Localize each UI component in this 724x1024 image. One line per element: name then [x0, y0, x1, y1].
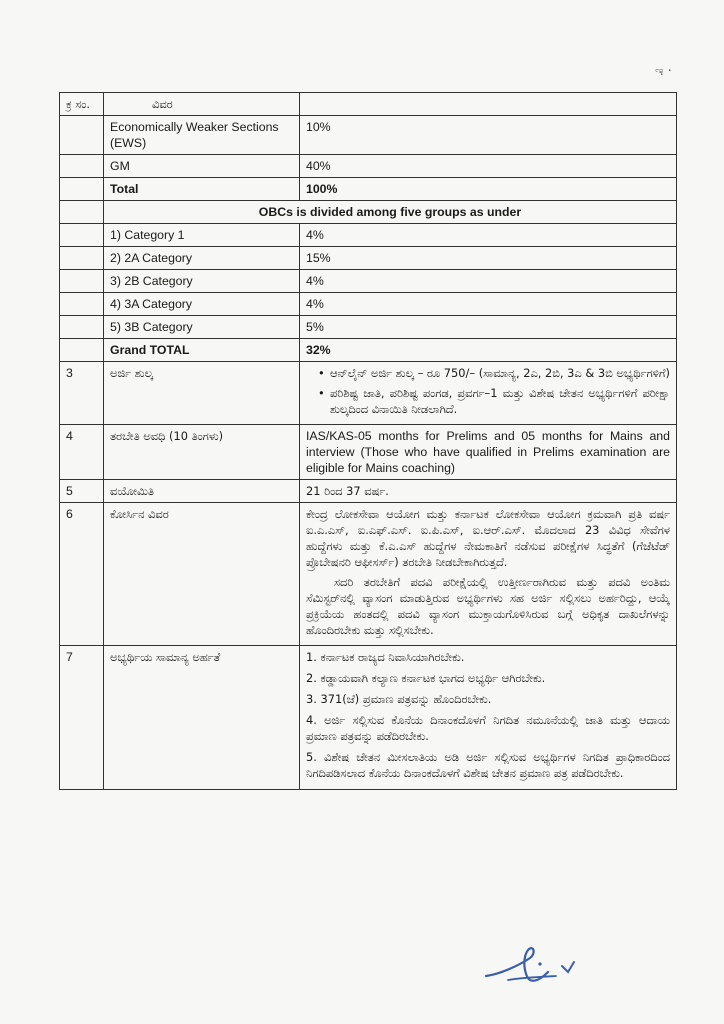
item-row-age — [60, 480, 677, 503]
list-item: 3. 371(ಜೆ) ಪ್ರಮಾಣ ಪತ್ರವನ್ನು ಹೊಂದಿರಬೇಕು. — [306, 692, 492, 706]
table-row — [60, 178, 677, 201]
list-item: • ಪರಿಶಿಷ್ಟ ಜಾತಿ, ಪರಿಶಿಷ್ಟ ಪಂಗಡ, ಪ್ರವರ್ಗ–1 ಮತ್ತು ವಿಶೇಷ ಚೇತನ ಅಭ್ಯರ್ಥಿಗಳಿಗೆ ಪರೀಕ್ಷಾ ಶುಲ್ಕದಿಂದ ವಿನಾಯಿತಿ ನೀಡಲಾಗಿದೆ. — [320, 385, 670, 417]
handwritten-signature-icon — [478, 936, 588, 988]
row-value: 32% — [300, 339, 677, 362]
item-label: ಅಭ್ಯರ್ಥಿಯ ಸಾಮಾನ್ಯ ಅರ್ಹತೆ — [104, 646, 300, 790]
list-item: 2. ಕಡ್ಡಾಯವಾಗಿ ಕಲ್ಯಾಣ ಕರ್ನಾಟಕ ಭಾಗದ ಅಭ್ಯರ್ಥಿ ಆಗಿರಬೇಕು. — [306, 671, 546, 685]
header-sl-no: ಕ್ರ ಸಂ. — [60, 93, 104, 116]
course-paragraph: ಕೇಂದ್ರ ಲೋಕಸೇವಾ ಆಯೋಗ ಮತ್ತು ಕರ್ನಾಟಕ ಲೋಕಸೇವಾ ಆಯೋಗ ಕ್ರಮವಾಗಿ ಪ್ರತಿ ವರ್ಷ ಐ.ಎ.ಎಸ್, ಐ.ಎಫ್.ಎಸ್. ಐ.ಪಿ.ಎಸ್, ಐ.ಆರ್.ಎಸ್. ಮೊದಲಾದ 23 ವಿವಿಧ ಸೇವೆಗಳ ಹುದ್ದೆಗಳು ಮತ್ತು ಕೆ.ಎ.ಎಸ್ ಹುದ್ದೆಗಳ ನೇಮಕಾತಿಗೆ ನಡೆಸುವ ಪರೀಕ್ಷೆಗಳ ಸಿದ್ಧತೆಗೆ (ಗೆಜೆಟೆಡ್ ಪ್ರೊಬೇಷನರಿ ಆಫೀಸರ್ಸ್) ತರಬೇತಿ ನೀಡಬೇಕಾಗಿರುತ್ತದೆ. — [306, 507, 670, 569]
item-content — [300, 503, 677, 646]
table-row — [60, 247, 677, 270]
item-content: 21 ರಿಂದ 37 ವರ್ಷ. — [300, 480, 677, 503]
row-label: 3) 2B Category — [104, 270, 300, 293]
row-value: 4% — [300, 224, 677, 247]
table-header-row — [60, 93, 677, 116]
item-number: 6 — [60, 503, 104, 646]
item-label: ವಯೋಮಿತಿ — [104, 480, 300, 503]
scheme-details-table — [59, 92, 677, 790]
row-value: 15% — [300, 247, 677, 270]
fee-bullet-list — [306, 365, 670, 417]
row-label: 5) 3B Category — [104, 316, 300, 339]
header-empty — [300, 93, 677, 116]
row-value: 40% — [300, 155, 677, 178]
table-row — [60, 339, 677, 362]
page-corner-mark: ಇ · — [655, 64, 672, 79]
table-row — [60, 270, 677, 293]
item-label: ಕೋರ್ಸಿನ ವಿವರ — [104, 503, 300, 646]
item-row-course — [60, 503, 677, 646]
row-value: 4% — [300, 270, 677, 293]
item-number: 4 — [60, 425, 104, 480]
course-paragraph: ಸದರಿ ತರಬೇತಿಗೆ ಪದವಿ ಪರೀಕ್ಷೆಯಲ್ಲಿ ಉತ್ತೀರ್ಣರಾಗಿರುವ ಮತ್ತು ಪದವಿ ಅಂತಿಮ ಸೆಮಿಸ್ಟರ್‌ನಲ್ಲಿ ವ್ಯಾಸಂಗ ಮಾಡುತ್ತಿರುವ ಅಭ್ಯರ್ಥಿಗಳು ಸಹ ಅರ್ಜಿ ಸಲ್ಲಿಸಲು ಅರ್ಹರಿದ್ದು, ಆಯ್ಕೆ ಪ್ರಕ್ರಿಯೆಯ ಹಂತದಲ್ಲಿ ಪದವಿ ವ್ಯಾಸಂಗ ಮುಕ್ತಾಯಗೊಳಿಸಿರುವ ಬಗ್ಗೆ ಅಧಿಕೃತ ದಾಖಲೆಗಳನ್ನು ಹೊಂದಿರಬೇಕು ಮತ್ತು ಸಲ್ಲಿಸಬೇಕು. — [306, 575, 670, 637]
item-number: 7 — [60, 646, 104, 790]
header-particulars: ವಿವರ — [104, 93, 300, 116]
item-content: IAS/KAS-05 months for Prelims and 05 months for Mains and interview (Those who have qualified in Prelims examination are eligible for Mains coaching) — [300, 425, 677, 480]
list-item: 4. ಅರ್ಜಿ ಸಲ್ಲಿಸುವ ಕೊನೆಯ ದಿನಾಂಕದೊಳಗೆ ನಿಗದಿತ ನಮೂನೆಯಲ್ಲಿ ಜಾತಿ ಮತ್ತು ಆದಾಯ ಪ್ರಮಾಣ ಪತ್ರವನ್ನು ಪಡೆದಿರಬೇಕು. — [306, 713, 670, 743]
table-row — [60, 155, 677, 178]
row-label: Economically Weaker Sections (EWS) — [104, 116, 300, 155]
table-row — [60, 293, 677, 316]
item-content — [300, 646, 677, 790]
item-label: ಅರ್ಜಿ ಶುಲ್ಕ — [104, 362, 300, 425]
table-row — [60, 316, 677, 339]
item-row-duration — [60, 425, 677, 480]
row-label: 2) 2A Category — [104, 247, 300, 270]
row-value: 5% — [300, 316, 677, 339]
row-label: 4) 3A Category — [104, 293, 300, 316]
obc-heading-row — [60, 201, 677, 224]
item-number: 3 — [60, 362, 104, 425]
item-number: 5 — [60, 480, 104, 503]
item-label: ತರಬೇತಿ ಅವಧಿ (10 ತಿಂಗಳು) — [104, 425, 300, 480]
row-value: 100% — [300, 178, 677, 201]
row-label: Total — [104, 178, 300, 201]
row-value: 10% — [300, 116, 677, 155]
obc-heading: OBCs is divided among five groups as under — [104, 201, 677, 224]
row-label: 1) Category 1 — [104, 224, 300, 247]
row-label: GM — [104, 155, 300, 178]
list-item: 5. ವಿಶೇಷ ಚೇತನ ಮೀಸಲಾತಿಯ ಅಡಿ ಅರ್ಜಿ ಸಲ್ಲಿಸುವ ಅಭ್ಯರ್ಥಿಗಳ ನಿಗದಿತ ಪ್ರಾಧಿಕಾರದಿಂದ ನಿಗದಿಪಡಿಸಲಾದ ಕೊನೆಯ ದಿನಾಂಕದೊಳಗೆ ವಿಶೇಷ ಚೇತನ ಪ್ರಮಾಣ ಪತ್ರ ಪಡೆದಿರಬೇಕು. — [306, 750, 670, 780]
list-item: • ಆನ್‌ಲೈನ್ ಅರ್ಜಿ ಶುಲ್ಕ – ರೂ 750/– (ಸಾಮಾನ್ಯ, 2ಎ, 2ಬಿ, 3ಎ & 3ಬಿ ಅಭ್ಯರ್ಥಿಗಳಿಗೆ) — [320, 365, 670, 381]
table-row — [60, 224, 677, 247]
item-row-eligibility — [60, 646, 677, 790]
list-item: 1. ಕರ್ನಾಟಕ ರಾಜ್ಯದ ನಿವಾಸಿಯಾಗಿರಬೇಕು. — [306, 650, 465, 664]
item-content — [300, 362, 677, 425]
row-value: 4% — [300, 293, 677, 316]
item-row-fee — [60, 362, 677, 425]
table-row — [60, 116, 677, 155]
row-label: Grand TOTAL — [104, 339, 300, 362]
